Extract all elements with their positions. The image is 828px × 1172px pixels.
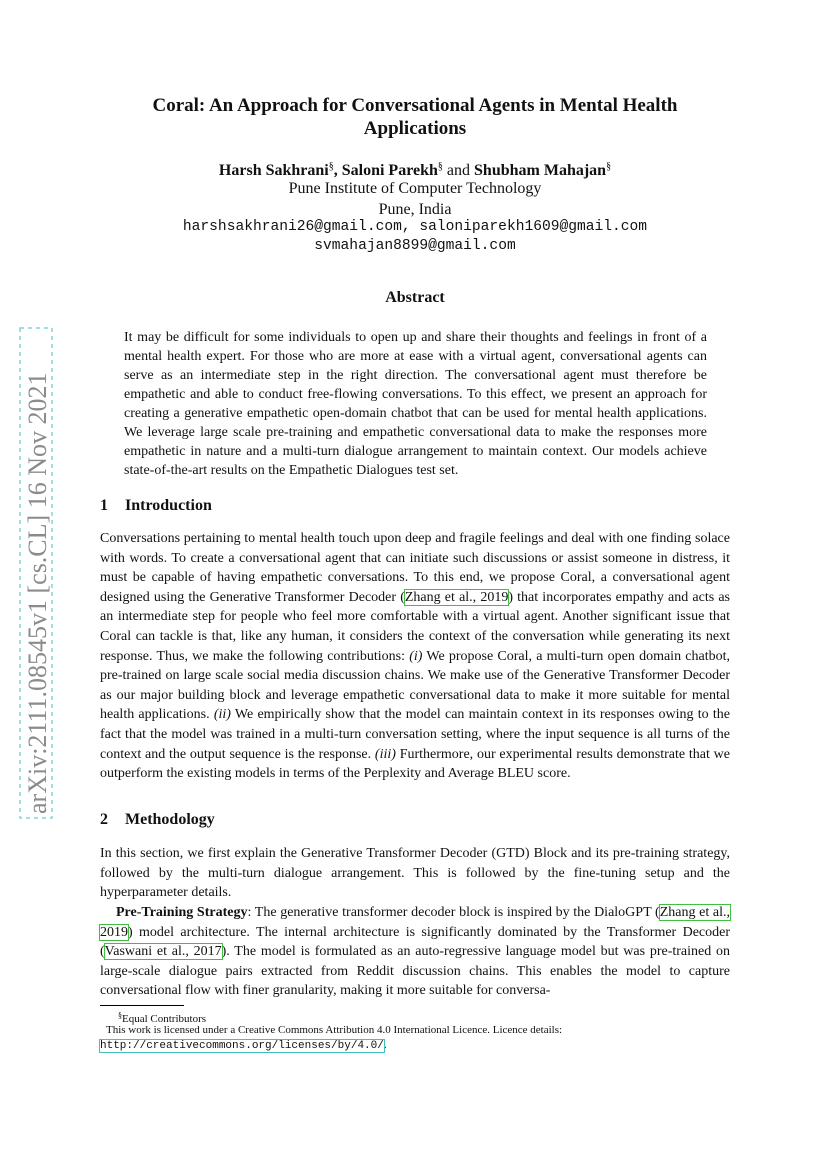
abstract-text: It may be difficult for some individuals to open up and share their thoughts and feelings in front of a mental health expert. For those who are more at ease with a virtual agent, conversational agents can serve as an intermediate step in the right direction. The conversational agent must therefore be empathetic and able to conduct free-flowing conversations. To this effect, we present an approach for creating a generative empathetic open-domain chatbot that can be used for mental health applications. We leverage large scale pre-training and empathetic conversational data to make the responses more empathetic in nature and a multi-turn dialogue arrangement to maintain context. Our models achieve state-of-the-art results on the Empathetic Dialogues test set. (124, 330, 707, 478)
affiliation: Pune Institute of Computer Technology (288, 180, 542, 197)
intro-text-3: We propose Coral, a multi-turn open domain chatbot, pre-trained on large scale social media discussion chains. We make use of the Generative Transformer Decoder as our major building block and leverage empathetic conversational data to make it more suitable for mental health applications. (100, 648, 730, 723)
pretraining-paragraph (100, 903, 730, 1001)
pretraining-lead: Pre-Training Strategy (116, 905, 248, 920)
author-2-mark: § (437, 161, 443, 172)
intro-text-1: Conversations pertaining to mental health touch upon deep and fragile feelings and deal with one finding solace with words. To create a conversational agent that can initiate such discussions or assist someone in distress, it must be capable of having empathetic conversations. To this end, we propose Coral, a conversational agent designed using the Generative Transformer Decoder ( (100, 531, 730, 605)
footnote-equal-text: Equal Contributors (122, 1013, 207, 1025)
section-number: 1 (100, 497, 108, 514)
author-and: and (442, 162, 475, 179)
footnote-license-url-line (100, 1038, 730, 1053)
contribution-marker: (ii) (213, 707, 231, 723)
section-title: Methodology (125, 811, 215, 828)
section-title: Introduction (125, 497, 212, 514)
author-1: Harsh Sakhrani (218, 162, 329, 179)
footnote-mark: § (118, 1011, 122, 1020)
email-line-2: svmahajan8899@gmail.com (314, 238, 516, 254)
author-3-mark: § (606, 161, 612, 172)
author-1-mark: § (328, 161, 334, 172)
contribution-marker: (iii) (374, 746, 396, 762)
introduction-paragraph (100, 529, 730, 784)
citation-link[interactable]: Zhang et al., 2019 (404, 589, 509, 605)
license-url-period: . (383, 1039, 387, 1051)
footnote-rule (100, 1005, 184, 1006)
methodology-intro-paragraph: In this section, we first explain the Generative Transformer Decoder (GTD) Block and its pre-training strategy, followed by the multi-turn dialogue arrangement. This is followed by the fine-tuning setup and the hyperparameter details. (100, 846, 730, 901)
paper-title: Coral: An Approach for Conversational Agents in Mental Health Applications (152, 95, 678, 139)
section-heading-introduction (100, 497, 212, 515)
section-heading-methodology (100, 811, 215, 829)
arxiv-id-text: arXiv:2111.08545v1 [cs.CL] 16 Nov 2021 (23, 372, 52, 814)
abstract-heading: Abstract (385, 289, 445, 306)
location: Pune, India (378, 201, 452, 218)
arxiv-identifier-stamp[interactable] (18, 326, 54, 820)
author-separator: , (333, 162, 342, 179)
contribution-marker: (i) (409, 648, 423, 664)
author-3: Shubham Mahajan (474, 162, 607, 179)
intro-text-4: We empirically show that the model can maintain context in its responses owing to the fact that the model was trained in a multi-turn conversation setting, where the input sequence is all turns of the context and the output sequence is the response. (100, 707, 731, 762)
citation-link[interactable]: Vaswani et al., 2017 (104, 944, 222, 960)
pretraining-text-2: ) model architecture. The internal architecture is significantly dominated by the Transformer Decoder ( (100, 924, 730, 960)
citation-link[interactable]: Zhang et al., 2019 (100, 905, 731, 940)
section-number: 2 (100, 811, 108, 828)
intro-text-5: Furthermore, our experimental results demonstrate that we outperform the existing models in terms of the Perplexity and Average BLEU score. (100, 746, 730, 782)
footnote-license: This work is licensed under a Creative Commons Attribution 4.0 International Licence. Licence details: (106, 1024, 563, 1036)
intro-text-2: ) that incorporates empathy and acts as an intermediate step for people who feel more comfortable with a virtual agent. Another significant issue that Coral can tackle is that, like any human, it considers the context of the conversation while generating its next response. Thus, we make the following contributions: (100, 589, 730, 664)
arxiv-stamp-graphic (18, 326, 54, 820)
pretraining-text-1: : The generative transformer decoder block is inspired by the DialoGPT ( (247, 905, 660, 920)
email-line-1: harshsakhrani26@gmail.com, saloniparekh1609@gmail.com (182, 219, 648, 235)
pretraining-text-3: ). The model is formulated as an auto-regressive language model but was pre-trained on large-scale dialogue pairs extracted from Reddit discussion chains. This enables the model to capture conversational flow with finer granularity, making it more suitable for conversa- (100, 944, 730, 999)
license-url-link[interactable]: http://creativecommons.org/licenses/by/4.0/ (100, 1040, 384, 1052)
author-2: Saloni Parekh (341, 162, 438, 179)
